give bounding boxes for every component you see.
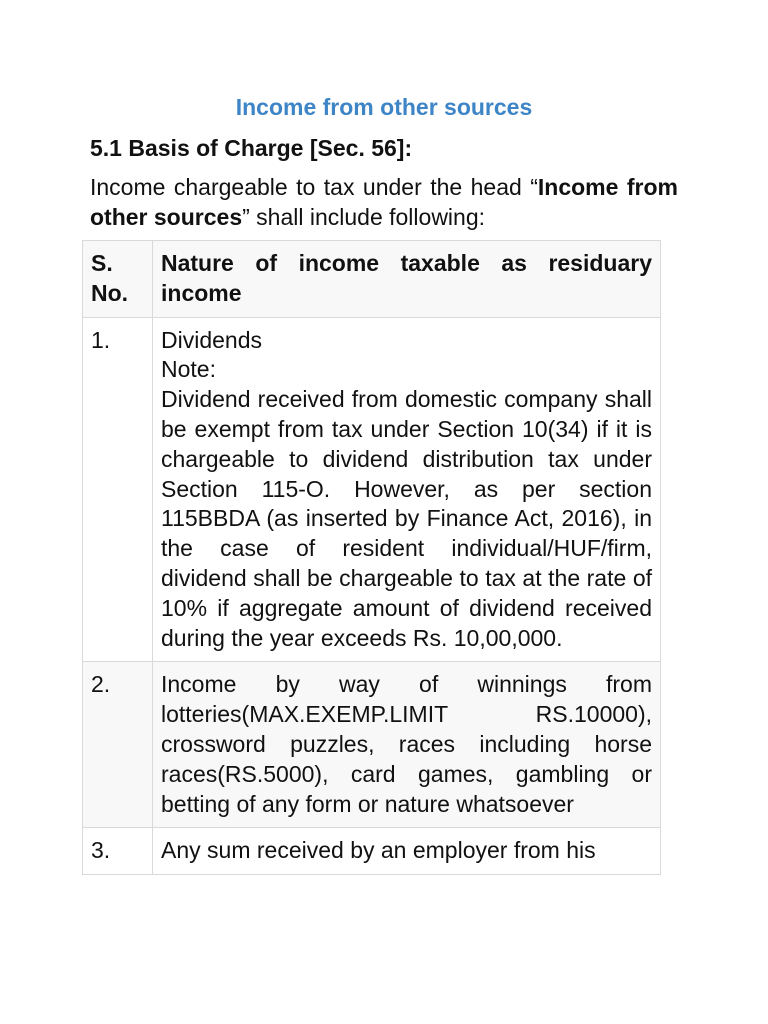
intro-suffix: ” shall include following:	[242, 204, 486, 230]
table-row	[83, 828, 661, 875]
residuary-income-table	[82, 240, 661, 875]
intro-bold-term: Income from other sources	[90, 174, 678, 230]
table-header-row	[83, 241, 661, 318]
row-line: Income by way of winnings from lotteries(MAX.EXEMP.LIMIT RS.10000), crossword puzzles, races including horse races(RS.5000), card games, gambling or betting of any form or nature whatsoever	[161, 671, 652, 817]
row-line: Any sum received by an employer from his	[161, 837, 596, 864]
row-nature	[153, 828, 661, 875]
intro-prefix: Income chargeable to tax under the head “	[90, 174, 538, 200]
row-line: Note:	[161, 356, 216, 383]
row-sno: 3.	[83, 828, 153, 875]
header-nature: Nature of income taxable as residuary income	[153, 241, 661, 318]
row-line: Dividends	[161, 326, 262, 353]
row-nature	[153, 662, 661, 828]
row-line: Dividend received from domestic company shall be exempt from tax under Section 10(34) if it is chargeable to dividend distribution tax under Section 115-O. However, as per section 115BBDA (as inserted by Finance Act, 2016), in the case of resident individual/HUF/firm, dividend shall be chargeable to tax at the rate of 10% if aggregate amount of dividend received during the year exceeds Rs. 10,00,000.	[161, 386, 652, 651]
table-row	[83, 317, 661, 662]
page-title: Income from other sources	[235, 94, 533, 120]
table-row	[83, 662, 661, 828]
row-sno: 2.	[83, 662, 153, 828]
intro-paragraph	[90, 172, 678, 232]
row-nature	[153, 317, 661, 662]
header-sno: S. No.	[83, 241, 153, 318]
row-sno: 1.	[83, 317, 153, 662]
section-heading: 5.1 Basis of Charge [Sec. 56]:	[90, 135, 413, 161]
